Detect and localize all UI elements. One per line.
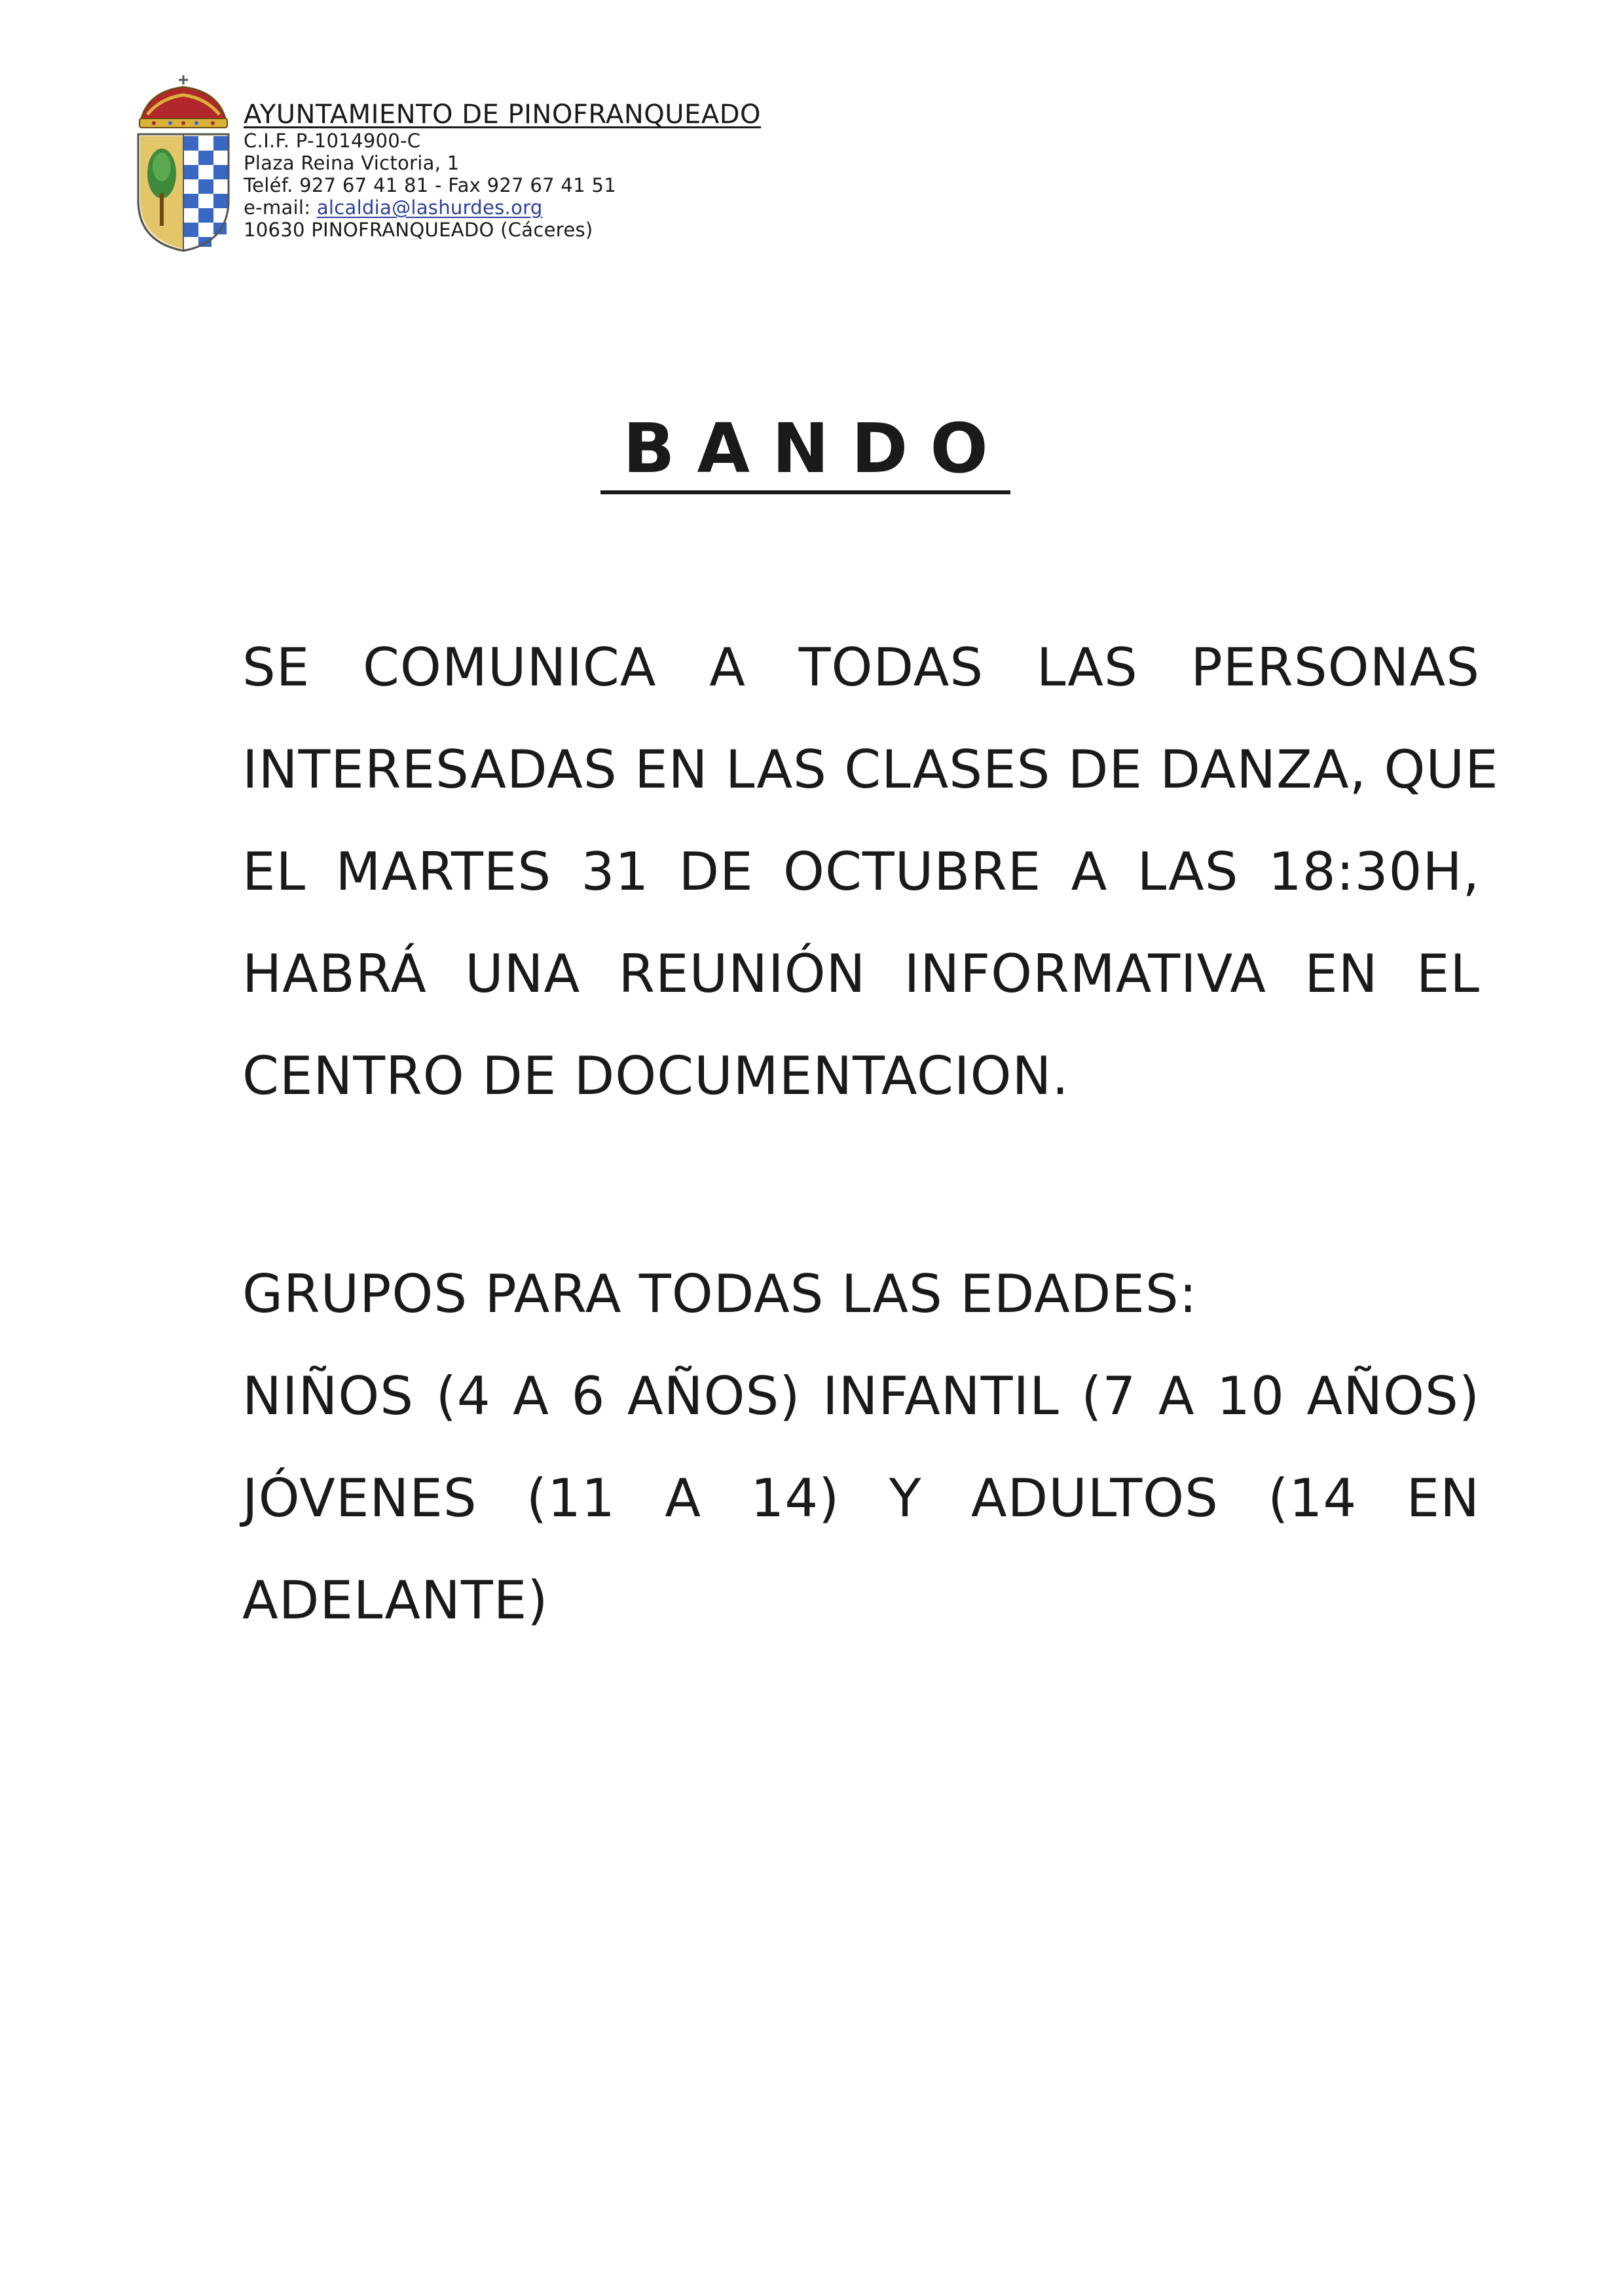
- document-title: BANDO: [600, 409, 1010, 494]
- groups-text: [242, 1258, 1480, 1667]
- announcement-line: HABRÁ UNA REUNIÓN INFORMATIVA EN EL: [242, 943, 1480, 1004]
- coat-of-arms-icon: [134, 75, 232, 252]
- street-address: Plaza Reina Victoria, 1: [244, 152, 460, 174]
- phone-fax: Teléf. 927 67 41 81 - Fax 927 67 41 51: [244, 174, 616, 196]
- crown-icon: [139, 75, 227, 128]
- announcement-line: EL MARTES 31 DE OCTUBRE A LAS 18:30H,: [242, 841, 1480, 902]
- shield-icon: [138, 134, 229, 251]
- groups-line: JÓVENES (11 A 14) Y ADULTOS (14 EN: [242, 1468, 1480, 1529]
- groups-line: NIÑOS (4 A 6 AÑOS) INFANTIL (7 A 10 AÑOS): [242, 1366, 1480, 1427]
- postal-address: 10630 PINOFRANQUEADO (Cáceres): [244, 219, 593, 241]
- groups-line: GRUPOS PARA TODAS LAS EDADES:: [242, 1264, 1198, 1324]
- email-link[interactable]: alcaldia@lashurdes.org: [316, 196, 543, 219]
- groups-line: ADELANTE): [242, 1570, 549, 1631]
- announcement-line: INTERESADAS EN LAS CLASES DE DANZA, QUE: [242, 739, 1499, 800]
- announcement-text: [242, 632, 1499, 1142]
- email-line: [244, 196, 761, 219]
- tax-id: C.I.F. P-1014900-C: [244, 130, 421, 152]
- announcement-line: SE COMUNICA A TODAS LAS PERSONAS: [242, 637, 1480, 698]
- document-title-wrap: [0, 409, 1624, 494]
- institution-name: AYUNTAMIENTO DE PINOFRANQUEADO: [244, 100, 761, 130]
- letterhead: [244, 100, 761, 241]
- announcement-line: CENTRO DE DOCUMENTACION.: [242, 1046, 1069, 1106]
- email-label: e-mail:: [244, 196, 317, 219]
